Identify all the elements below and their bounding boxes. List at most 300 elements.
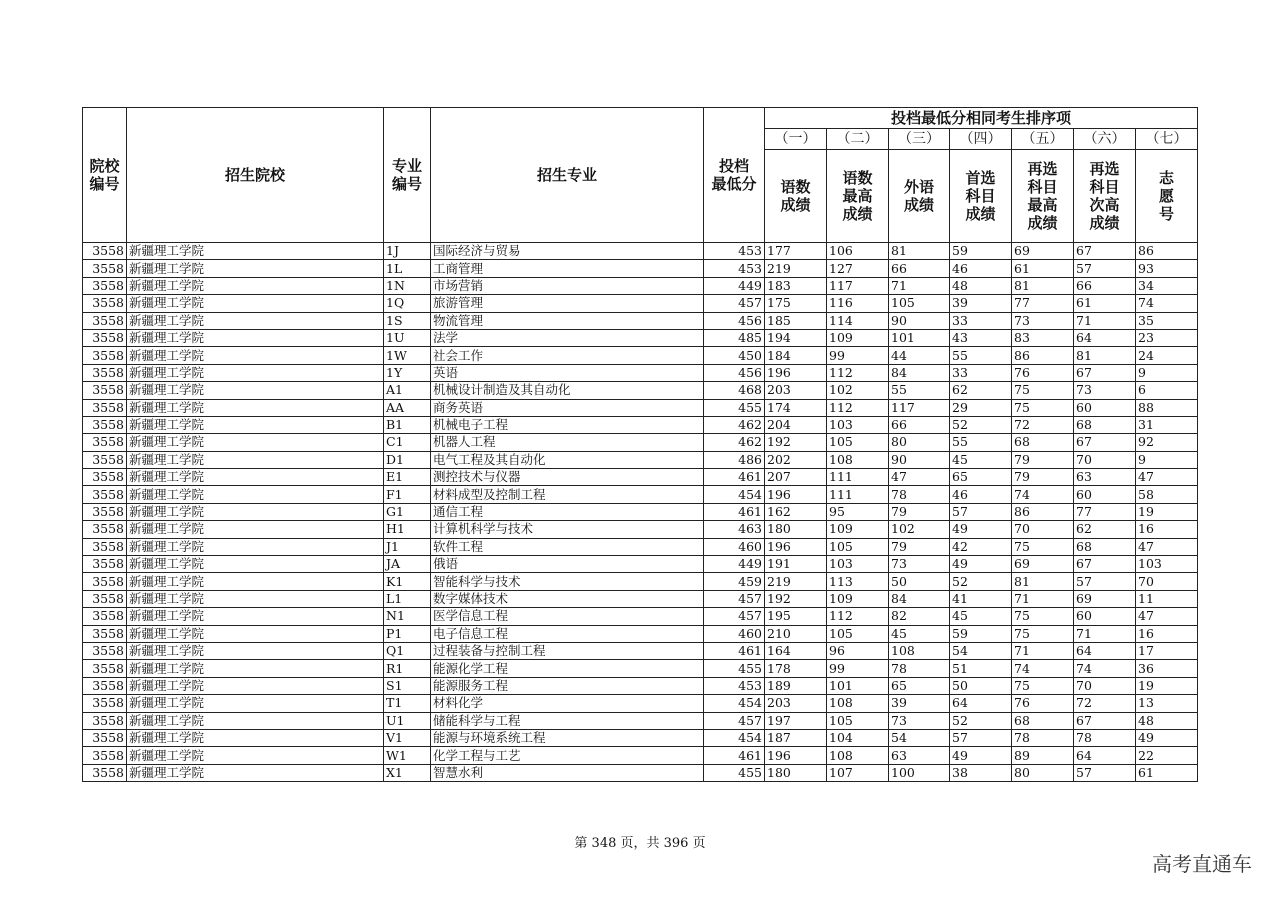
cell-major-code: B1 (384, 416, 431, 433)
cell-sort-3: 84 (889, 590, 950, 607)
cell-sort-6: 71 (1074, 625, 1136, 642)
cell-sort-7: 23 (1136, 329, 1198, 346)
cell-sort-4: 49 (950, 747, 1012, 764)
header-sort-number: （五） (1012, 129, 1074, 150)
cell-school-code: 3558 (83, 712, 127, 729)
cell-school-name: 新疆理工学院 (127, 764, 384, 781)
cell-sort-3: 47 (889, 469, 950, 486)
cell-sort-4: 52 (950, 416, 1012, 433)
cell-major-name: 化学工程与工艺 (431, 747, 704, 764)
cell-sort-4: 33 (950, 364, 1012, 381)
table-row (83, 608, 1198, 625)
cell-sort-6: 60 (1074, 608, 1136, 625)
cell-sort-1: 194 (765, 329, 827, 346)
cell-sort-4: 43 (950, 329, 1012, 346)
cell-sort-2: 103 (827, 416, 889, 433)
cell-sort-2: 109 (827, 329, 889, 346)
table-row (83, 556, 1198, 573)
cell-school-code: 3558 (83, 660, 127, 677)
cell-min-score: 462 (704, 416, 765, 433)
table-row (83, 503, 1198, 520)
cell-min-score: 455 (704, 764, 765, 781)
cell-school-name: 新疆理工学院 (127, 642, 384, 659)
cell-sort-6: 74 (1074, 660, 1136, 677)
cell-sort-7: 19 (1136, 503, 1198, 520)
cell-sort-5: 76 (1012, 364, 1074, 381)
cell-major-code: 1N (384, 277, 431, 294)
cell-sort-1: 183 (765, 277, 827, 294)
cell-sort-7: 70 (1136, 573, 1198, 590)
cell-sort-2: 116 (827, 295, 889, 312)
cell-school-name: 新疆理工学院 (127, 660, 384, 677)
cell-major-code: G1 (384, 503, 431, 520)
cell-school-name: 新疆理工学院 (127, 747, 384, 764)
cell-sort-1: 203 (765, 695, 827, 712)
cell-sort-6: 68 (1074, 538, 1136, 555)
header-sort-label: 再选 科目 最高 成绩 (1012, 150, 1074, 243)
cell-major-code: A1 (384, 382, 431, 399)
table-row (83, 451, 1198, 468)
cell-major-code: Q1 (384, 642, 431, 659)
cell-school-name: 新疆理工学院 (127, 295, 384, 312)
cell-major-name: 工商管理 (431, 260, 704, 277)
cell-sort-3: 39 (889, 695, 950, 712)
cell-major-name: 材料化学 (431, 695, 704, 712)
cell-sort-4: 39 (950, 295, 1012, 312)
cell-sort-5: 68 (1012, 712, 1074, 729)
cell-sort-5: 70 (1012, 521, 1074, 538)
cell-sort-3: 81 (889, 243, 950, 260)
header-school-code: 院校 编号 (83, 108, 127, 243)
cell-major-name: 机械电子工程 (431, 416, 704, 433)
header-school-name: 招生院校 (127, 108, 384, 243)
cell-school-code: 3558 (83, 747, 127, 764)
cell-sort-5: 69 (1012, 556, 1074, 573)
cell-sort-2: 127 (827, 260, 889, 277)
cell-min-score: 468 (704, 382, 765, 399)
cell-school-name: 新疆理工学院 (127, 451, 384, 468)
table-row (83, 364, 1198, 381)
cell-sort-4: 46 (950, 260, 1012, 277)
cell-school-code: 3558 (83, 347, 127, 364)
cell-major-name: 通信工程 (431, 503, 704, 520)
cell-sort-2: 105 (827, 712, 889, 729)
cell-school-code: 3558 (83, 469, 127, 486)
cell-sort-7: 58 (1136, 486, 1198, 503)
cell-sort-2: 106 (827, 243, 889, 260)
cell-major-code: C1 (384, 434, 431, 451)
cell-sort-6: 77 (1074, 503, 1136, 520)
cell-sort-1: 187 (765, 729, 827, 746)
cell-sort-6: 72 (1074, 695, 1136, 712)
cell-school-code: 3558 (83, 556, 127, 573)
cell-school-name: 新疆理工学院 (127, 503, 384, 520)
cell-sort-2: 103 (827, 556, 889, 573)
cell-sort-1: 180 (765, 521, 827, 538)
cell-sort-6: 57 (1074, 260, 1136, 277)
cell-sort-1: 196 (765, 486, 827, 503)
cell-sort-5: 80 (1012, 764, 1074, 781)
cell-sort-2: 108 (827, 695, 889, 712)
cell-sort-5: 86 (1012, 347, 1074, 364)
cell-min-score: 485 (704, 329, 765, 346)
cell-sort-5: 73 (1012, 312, 1074, 329)
header-sort-label: 外语 成绩 (889, 150, 950, 243)
cell-min-score: 454 (704, 695, 765, 712)
cell-sort-2: 114 (827, 312, 889, 329)
table-row (83, 416, 1198, 433)
cell-sort-7: 47 (1136, 469, 1198, 486)
cell-sort-7: 34 (1136, 277, 1198, 294)
cell-sort-3: 44 (889, 347, 950, 364)
cell-sort-3: 117 (889, 399, 950, 416)
cell-sort-4: 51 (950, 660, 1012, 677)
cell-school-code: 3558 (83, 573, 127, 590)
cell-school-code: 3558 (83, 243, 127, 260)
cell-sort-5: 75 (1012, 608, 1074, 625)
header-sort-group-title: 投档最低分相同考生排序项 (765, 108, 1198, 129)
cell-school-code: 3558 (83, 434, 127, 451)
cell-major-code: J1 (384, 538, 431, 555)
cell-sort-3: 82 (889, 608, 950, 625)
cell-min-score: 461 (704, 747, 765, 764)
cell-sort-3: 102 (889, 521, 950, 538)
cell-sort-4: 45 (950, 451, 1012, 468)
cell-school-name: 新疆理工学院 (127, 434, 384, 451)
cell-major-code: R1 (384, 660, 431, 677)
cell-sort-2: 105 (827, 625, 889, 642)
cell-sort-3: 65 (889, 677, 950, 694)
cell-major-code: 1W (384, 347, 431, 364)
table-row (83, 642, 1198, 659)
cell-sort-2: 109 (827, 521, 889, 538)
header-sort-number: （二） (827, 129, 889, 150)
cell-sort-3: 90 (889, 312, 950, 329)
cell-sort-4: 59 (950, 243, 1012, 260)
cell-school-code: 3558 (83, 729, 127, 746)
cell-sort-6: 64 (1074, 747, 1136, 764)
cell-sort-3: 63 (889, 747, 950, 764)
cell-sort-7: 92 (1136, 434, 1198, 451)
cell-school-code: 3558 (83, 677, 127, 694)
cell-min-score: 450 (704, 347, 765, 364)
cell-major-name: 物流管理 (431, 312, 704, 329)
cell-sort-6: 60 (1074, 486, 1136, 503)
cell-min-score: 460 (704, 538, 765, 555)
cell-school-code: 3558 (83, 695, 127, 712)
cell-sort-7: 88 (1136, 399, 1198, 416)
cell-sort-2: 112 (827, 399, 889, 416)
cell-major-code: E1 (384, 469, 431, 486)
table-row (83, 729, 1198, 746)
cell-school-code: 3558 (83, 764, 127, 781)
table-row (83, 538, 1198, 555)
cell-major-code: U1 (384, 712, 431, 729)
cell-major-code: JA (384, 556, 431, 573)
page-number: 第 348 页，共 396 页 (574, 836, 706, 851)
cell-sort-7: 9 (1136, 451, 1198, 468)
cell-sort-4: 50 (950, 677, 1012, 694)
cell-sort-6: 69 (1074, 590, 1136, 607)
cell-major-name: 电子信息工程 (431, 625, 704, 642)
cell-sort-7: 47 (1136, 608, 1198, 625)
cell-sort-6: 78 (1074, 729, 1136, 746)
table-row (83, 347, 1198, 364)
cell-sort-5: 77 (1012, 295, 1074, 312)
cell-sort-3: 45 (889, 625, 950, 642)
cell-major-code: D1 (384, 451, 431, 468)
cell-sort-4: 41 (950, 590, 1012, 607)
cell-sort-6: 63 (1074, 469, 1136, 486)
cell-major-name: 机器人工程 (431, 434, 704, 451)
cell-sort-4: 49 (950, 556, 1012, 573)
cell-major-name: 英语 (431, 364, 704, 381)
cell-min-score: 453 (704, 677, 765, 694)
cell-school-name: 新疆理工学院 (127, 573, 384, 590)
cell-major-code: P1 (384, 625, 431, 642)
cell-min-score: 462 (704, 434, 765, 451)
header-sort-number: （六） (1074, 129, 1136, 150)
cell-school-code: 3558 (83, 382, 127, 399)
table-row (83, 625, 1198, 642)
cell-sort-1: 180 (765, 764, 827, 781)
table-row (83, 399, 1198, 416)
cell-sort-1: 191 (765, 556, 827, 573)
cell-sort-5: 86 (1012, 503, 1074, 520)
cell-sort-5: 79 (1012, 469, 1074, 486)
cell-school-code: 3558 (83, 295, 127, 312)
cell-min-score: 457 (704, 295, 765, 312)
cell-sort-3: 90 (889, 451, 950, 468)
cell-school-code: 3558 (83, 312, 127, 329)
cell-min-score: 456 (704, 312, 765, 329)
cell-major-name: 测控技术与仪器 (431, 469, 704, 486)
cell-sort-6: 70 (1074, 677, 1136, 694)
cell-sort-4: 57 (950, 729, 1012, 746)
cell-min-score: 457 (704, 608, 765, 625)
cell-sort-6: 57 (1074, 764, 1136, 781)
header-min-score: 投档 最低分 (704, 108, 765, 243)
cell-sort-1: 196 (765, 747, 827, 764)
cell-min-score: 461 (704, 503, 765, 520)
cell-min-score: 456 (704, 364, 765, 381)
table-row (83, 469, 1198, 486)
cell-sort-6: 67 (1074, 434, 1136, 451)
admission-score-table (82, 107, 1198, 782)
cell-school-name: 新疆理工学院 (127, 329, 384, 346)
cell-major-name: 储能科学与工程 (431, 712, 704, 729)
cell-sort-4: 42 (950, 538, 1012, 555)
cell-major-code: 1Q (384, 295, 431, 312)
cell-sort-2: 105 (827, 434, 889, 451)
table-row (83, 573, 1198, 590)
cell-sort-7: 16 (1136, 521, 1198, 538)
cell-sort-7: 103 (1136, 556, 1198, 573)
cell-major-name: 机械设计制造及其自动化 (431, 382, 704, 399)
cell-min-score: 457 (704, 590, 765, 607)
cell-sort-1: 204 (765, 416, 827, 433)
cell-school-name: 新疆理工学院 (127, 695, 384, 712)
cell-sort-2: 113 (827, 573, 889, 590)
cell-sort-3: 55 (889, 382, 950, 399)
cell-sort-5: 74 (1012, 486, 1074, 503)
cell-sort-7: 35 (1136, 312, 1198, 329)
cell-major-name: 能源与环境系统工程 (431, 729, 704, 746)
cell-sort-5: 75 (1012, 399, 1074, 416)
cell-major-code: H1 (384, 521, 431, 538)
cell-major-name: 智慧水利 (431, 764, 704, 781)
cell-sort-5: 72 (1012, 416, 1074, 433)
cell-sort-7: 48 (1136, 712, 1198, 729)
cell-sort-1: 192 (765, 590, 827, 607)
cell-major-code: F1 (384, 486, 431, 503)
table-row (83, 747, 1198, 764)
cell-major-code: W1 (384, 747, 431, 764)
table-row (83, 312, 1198, 329)
cell-sort-5: 74 (1012, 660, 1074, 677)
cell-sort-7: 47 (1136, 538, 1198, 555)
cell-sort-7: 11 (1136, 590, 1198, 607)
cell-school-code: 3558 (83, 416, 127, 433)
cell-sort-5: 69 (1012, 243, 1074, 260)
cell-major-name: 数字媒体技术 (431, 590, 704, 607)
table-row (83, 260, 1198, 277)
cell-sort-1: 189 (765, 677, 827, 694)
cell-sort-5: 81 (1012, 277, 1074, 294)
cell-sort-5: 81 (1012, 573, 1074, 590)
cell-school-code: 3558 (83, 399, 127, 416)
cell-sort-3: 66 (889, 260, 950, 277)
cell-major-name: 材料成型及控制工程 (431, 486, 704, 503)
cell-major-name: 社会工作 (431, 347, 704, 364)
cell-school-code: 3558 (83, 521, 127, 538)
cell-sort-3: 84 (889, 364, 950, 381)
cell-sort-1: 177 (765, 243, 827, 260)
cell-sort-6: 67 (1074, 364, 1136, 381)
cell-sort-4: 29 (950, 399, 1012, 416)
cell-sort-7: 36 (1136, 660, 1198, 677)
cell-sort-3: 66 (889, 416, 950, 433)
cell-school-name: 新疆理工学院 (127, 608, 384, 625)
cell-sort-1: 175 (765, 295, 827, 312)
cell-sort-6: 73 (1074, 382, 1136, 399)
cell-school-name: 新疆理工学院 (127, 677, 384, 694)
cell-sort-2: 108 (827, 451, 889, 468)
cell-school-code: 3558 (83, 260, 127, 277)
table-header (83, 108, 1198, 243)
cell-sort-4: 48 (950, 277, 1012, 294)
table-row (83, 590, 1198, 607)
cell-sort-1: 219 (765, 573, 827, 590)
cell-sort-4: 55 (950, 434, 1012, 451)
header-sort-number: （七） (1136, 129, 1198, 150)
cell-major-code: X1 (384, 764, 431, 781)
cell-sort-7: 93 (1136, 260, 1198, 277)
cell-sort-5: 75 (1012, 382, 1074, 399)
cell-major-code: T1 (384, 695, 431, 712)
table-row (83, 277, 1198, 294)
cell-min-score: 454 (704, 486, 765, 503)
cell-sort-4: 45 (950, 608, 1012, 625)
cell-sort-3: 78 (889, 660, 950, 677)
cell-major-name: 智能科学与技术 (431, 573, 704, 590)
cell-sort-1: 207 (765, 469, 827, 486)
cell-sort-5: 75 (1012, 538, 1074, 555)
cell-min-score: 460 (704, 625, 765, 642)
cell-sort-3: 80 (889, 434, 950, 451)
cell-min-score: 486 (704, 451, 765, 468)
table-row (83, 521, 1198, 538)
cell-sort-5: 78 (1012, 729, 1074, 746)
cell-min-score: 454 (704, 729, 765, 746)
cell-sort-7: 74 (1136, 295, 1198, 312)
cell-major-name: 计算机科学与技术 (431, 521, 704, 538)
cell-sort-2: 105 (827, 538, 889, 555)
cell-sort-3: 50 (889, 573, 950, 590)
cell-major-name: 电气工程及其自动化 (431, 451, 704, 468)
cell-sort-5: 79 (1012, 451, 1074, 468)
cell-sort-5: 75 (1012, 677, 1074, 694)
header-sort-number: （四） (950, 129, 1012, 150)
cell-school-code: 3558 (83, 538, 127, 555)
cell-school-code: 3558 (83, 642, 127, 659)
cell-sort-4: 52 (950, 712, 1012, 729)
cell-sort-4: 52 (950, 573, 1012, 590)
cell-school-code: 3558 (83, 625, 127, 642)
table-row (83, 764, 1198, 781)
cell-sort-1: 203 (765, 382, 827, 399)
cell-school-code: 3558 (83, 364, 127, 381)
cell-sort-7: 49 (1136, 729, 1198, 746)
table-row (83, 329, 1198, 346)
cell-sort-4: 33 (950, 312, 1012, 329)
table-row (83, 486, 1198, 503)
cell-sort-3: 105 (889, 295, 950, 312)
cell-min-score: 461 (704, 642, 765, 659)
cell-sort-1: 210 (765, 625, 827, 642)
cell-sort-2: 96 (827, 642, 889, 659)
cell-sort-6: 62 (1074, 521, 1136, 538)
cell-major-code: N1 (384, 608, 431, 625)
header-sort-label: 志 愿 号 (1136, 150, 1198, 243)
cell-sort-2: 111 (827, 469, 889, 486)
cell-sort-7: 22 (1136, 747, 1198, 764)
cell-sort-3: 101 (889, 329, 950, 346)
table-row (83, 695, 1198, 712)
cell-major-name: 软件工程 (431, 538, 704, 555)
cell-major-name: 市场营销 (431, 277, 704, 294)
cell-sort-4: 65 (950, 469, 1012, 486)
cell-sort-4: 62 (950, 382, 1012, 399)
header-sort-number: （三） (889, 129, 950, 150)
cell-sort-7: 86 (1136, 243, 1198, 260)
cell-sort-4: 59 (950, 625, 1012, 642)
cell-sort-3: 79 (889, 503, 950, 520)
cell-sort-2: 99 (827, 347, 889, 364)
cell-sort-1: 178 (765, 660, 827, 677)
cell-major-code: S1 (384, 677, 431, 694)
cell-sort-5: 68 (1012, 434, 1074, 451)
watermark-logo: 高考直通车 (1152, 852, 1252, 876)
header-major-code: 专业 编号 (384, 108, 431, 243)
cell-sort-4: 38 (950, 764, 1012, 781)
cell-sort-3: 108 (889, 642, 950, 659)
cell-school-name: 新疆理工学院 (127, 625, 384, 642)
table-row (83, 677, 1198, 694)
cell-sort-2: 109 (827, 590, 889, 607)
cell-school-name: 新疆理工学院 (127, 486, 384, 503)
cell-sort-1: 192 (765, 434, 827, 451)
